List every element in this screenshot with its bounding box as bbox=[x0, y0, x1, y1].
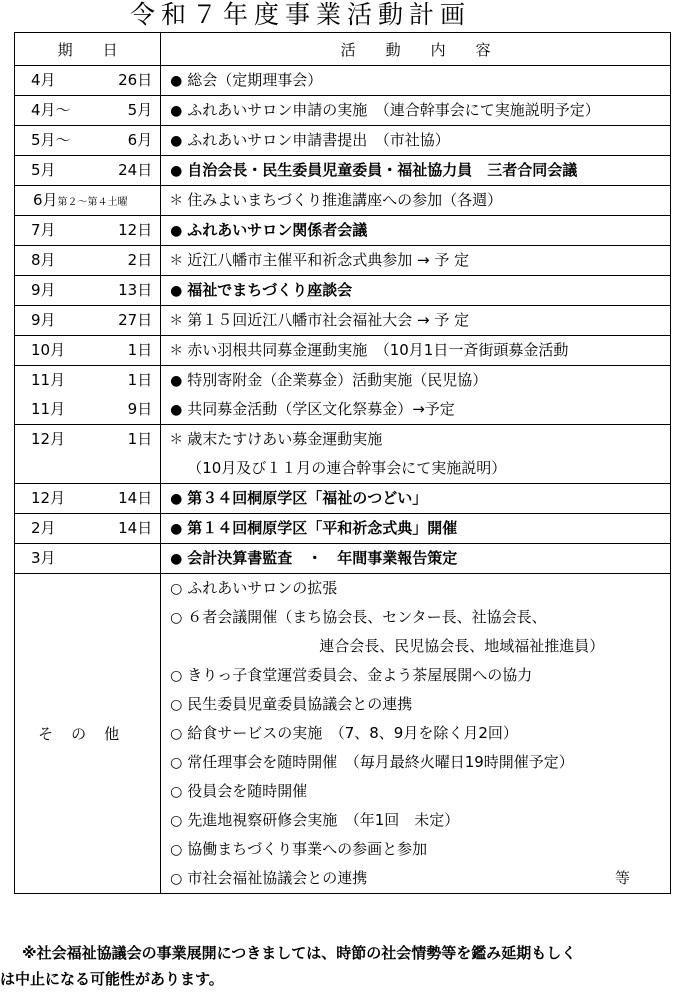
date-line bbox=[15, 216, 160, 245]
date-day: 14日 bbox=[118, 489, 153, 507]
activity-line bbox=[161, 366, 670, 395]
filled-circle-bullet-icon: ● bbox=[170, 73, 183, 89]
table-row bbox=[15, 186, 671, 216]
activity-cell bbox=[161, 126, 671, 156]
activity-line bbox=[161, 336, 670, 365]
footnote-line-1: ※社会福祉協議会の事業展開につきましては、時節の社会情勢等を鑑み延期もしく bbox=[22, 944, 577, 962]
table-row bbox=[15, 156, 671, 186]
other-item bbox=[161, 661, 670, 690]
footnote-line-2: は中止になる可能性があります。 bbox=[0, 970, 224, 988]
circle-bullet-icon: ○ bbox=[170, 697, 183, 713]
date-cell bbox=[15, 425, 161, 484]
other-item bbox=[161, 835, 670, 864]
table-row bbox=[15, 126, 671, 156]
date-cell bbox=[15, 484, 161, 514]
date-line bbox=[15, 336, 160, 365]
circle-bullet-icon: ○ bbox=[170, 813, 183, 829]
date-month: 7月 bbox=[31, 221, 56, 239]
asterisk-bullet-icon: ＊ bbox=[169, 343, 184, 359]
date-day: 1日 bbox=[127, 341, 153, 359]
asterisk-bullet-icon: ＊ bbox=[169, 253, 184, 269]
table-row bbox=[15, 96, 671, 126]
activity-cell bbox=[161, 484, 671, 514]
other-item bbox=[161, 632, 670, 661]
date-day: 5月 bbox=[127, 101, 153, 119]
other-label: その他 bbox=[15, 574, 161, 894]
activity-cell bbox=[161, 336, 671, 366]
date-day: 1日 bbox=[127, 371, 153, 389]
activity-text: 会計決算書監査 ・ 年間事業報告策定 bbox=[187, 549, 458, 567]
filled-circle-bullet-icon: ● bbox=[170, 373, 183, 389]
activity-text: 常任理事会を随時開催 （毎月最終火曜日19時開催予定） bbox=[187, 753, 574, 771]
filled-circle-bullet-icon: ● bbox=[170, 163, 183, 179]
date-day: 26日 bbox=[118, 71, 153, 89]
activity-text: 総会（定期理事会） bbox=[187, 71, 323, 89]
filled-circle-bullet-icon: ● bbox=[170, 491, 183, 507]
filled-circle-bullet-icon: ● bbox=[170, 283, 183, 299]
date-day: 12日 bbox=[118, 221, 153, 239]
date-line bbox=[15, 544, 160, 573]
activity-text: 自治会長・民生委員児童委員・福祉協力員 三者合同会議 bbox=[187, 161, 578, 179]
activity-cell bbox=[161, 425, 671, 484]
activity-line bbox=[161, 544, 670, 573]
date-day: 2日 bbox=[127, 251, 153, 269]
activity-text: ６者会議開催（まち協会長、センター長、社協会長、 bbox=[187, 608, 547, 626]
filled-circle-bullet-icon: ● bbox=[170, 223, 183, 239]
date-cell bbox=[15, 216, 161, 246]
activity-text: 第３４回桐原学区「福祉のつどい」 bbox=[187, 489, 428, 507]
activity-cell bbox=[161, 306, 671, 336]
date-day: 24日 bbox=[118, 161, 153, 179]
table-row bbox=[15, 336, 671, 366]
date-month: 9月 bbox=[31, 281, 56, 299]
date-cell bbox=[15, 246, 161, 276]
activity-line bbox=[161, 66, 670, 95]
activity-text: 連合会長、民児協会長、地域福祉推進員） bbox=[319, 637, 605, 655]
table-row bbox=[15, 514, 671, 544]
date-cell bbox=[15, 66, 161, 96]
date-cell bbox=[15, 186, 161, 216]
date-month: 8月 bbox=[31, 251, 56, 269]
activity-cell bbox=[161, 216, 671, 246]
table-row bbox=[15, 306, 671, 336]
activity-text: 民生委員児童委員協議会との連携 bbox=[187, 695, 413, 713]
activity-cell bbox=[161, 246, 671, 276]
date-month: 11月 bbox=[31, 371, 66, 389]
date-line bbox=[15, 514, 160, 543]
date-line bbox=[15, 246, 160, 275]
activity-text: ふれあいサロン申請書提出 （市社協） bbox=[187, 131, 450, 149]
table-row bbox=[15, 276, 671, 306]
activity-text: 近江八幡市主催平和祈念式典参加 → 予 定 bbox=[187, 251, 470, 269]
activity-text: 役員会を随時開催 bbox=[187, 782, 308, 800]
date-month: 11月 bbox=[31, 400, 66, 418]
other-item bbox=[161, 603, 670, 632]
table-row-other bbox=[15, 574, 671, 894]
date-month: 9月 bbox=[31, 311, 56, 329]
activity-line bbox=[161, 425, 670, 454]
date-day: 9日 bbox=[127, 400, 153, 418]
date-month: 2月 bbox=[31, 519, 56, 537]
header-activity: 活 動 内 容 bbox=[161, 33, 671, 66]
date-month: 4月〜 bbox=[31, 101, 71, 119]
other-item bbox=[161, 719, 670, 748]
page-title: 令和７年度事業活動計画 bbox=[130, 0, 472, 29]
date-line bbox=[15, 66, 160, 95]
date-line bbox=[15, 96, 160, 125]
date-day: 27日 bbox=[118, 311, 153, 329]
table-row bbox=[15, 366, 671, 425]
header-date: 期 日 bbox=[15, 33, 161, 66]
date-cell bbox=[15, 306, 161, 336]
date-line bbox=[15, 395, 160, 424]
date-cell bbox=[15, 96, 161, 126]
other-item bbox=[161, 864, 670, 893]
activity-cell bbox=[161, 514, 671, 544]
date-line bbox=[15, 276, 160, 305]
other-activity-cell bbox=[161, 574, 671, 894]
activity-line bbox=[161, 216, 670, 245]
filled-circle-bullet-icon: ● bbox=[170, 521, 183, 537]
footnote bbox=[0, 940, 686, 992]
activity-line bbox=[161, 276, 670, 305]
date-line bbox=[15, 126, 160, 155]
activity-line bbox=[161, 395, 670, 424]
table-row bbox=[15, 544, 671, 574]
other-item bbox=[161, 690, 670, 719]
activity-text: 協働まちづくり事業への参画と参加 bbox=[187, 840, 428, 858]
date-line bbox=[15, 484, 160, 513]
date-month: 4月 bbox=[31, 71, 56, 89]
activity-text: 第１４回桐原学区「平和祈念式典」開催 bbox=[187, 519, 458, 537]
circle-bullet-icon: ○ bbox=[170, 871, 183, 887]
activity-plan-table bbox=[14, 32, 671, 894]
activity-cell bbox=[161, 186, 671, 216]
circle-bullet-icon: ○ bbox=[170, 668, 183, 684]
filled-circle-bullet-icon: ● bbox=[170, 402, 183, 418]
date-month: 12月 bbox=[31, 430, 66, 448]
date-month: 5月〜 bbox=[31, 131, 71, 149]
date-month bbox=[33, 186, 128, 216]
date-cell bbox=[15, 156, 161, 186]
activity-line bbox=[161, 156, 670, 185]
activity-cell bbox=[161, 544, 671, 574]
date-day: 14日 bbox=[118, 519, 153, 537]
activity-text: 第１５回近江八幡市社会福祉大会 → 予 定 bbox=[187, 311, 470, 329]
table-row bbox=[15, 246, 671, 276]
other-item bbox=[161, 806, 670, 835]
activity-text: 特別寄附金（企業募金）活動実施（民児協） bbox=[187, 371, 488, 389]
other-item bbox=[161, 777, 670, 806]
filled-circle-bullet-icon: ● bbox=[170, 103, 183, 119]
asterisk-bullet-icon: ＊ bbox=[169, 432, 184, 448]
activity-text: 市社会福祉協議会との連携 bbox=[187, 869, 368, 887]
activity-text: （10月及び１１月の連合幹事会にて実施説明） bbox=[187, 459, 507, 477]
date-line bbox=[15, 306, 160, 335]
other-item bbox=[161, 574, 670, 603]
circle-bullet-icon: ○ bbox=[170, 842, 183, 858]
circle-bullet-icon: ○ bbox=[170, 610, 183, 626]
date-cell bbox=[15, 336, 161, 366]
date-month: 10月 bbox=[31, 341, 66, 359]
circle-bullet-icon: ○ bbox=[170, 784, 183, 800]
date-cell bbox=[15, 366, 161, 425]
activity-text: ふれあいサロン申請の実施 （連合幹事会にて実施説明予定） bbox=[187, 101, 600, 119]
activity-line bbox=[161, 454, 670, 483]
table-row bbox=[15, 425, 671, 484]
asterisk-bullet-icon: ＊ bbox=[169, 193, 184, 209]
date-day: 1日 bbox=[127, 430, 153, 448]
filled-circle-bullet-icon: ● bbox=[170, 133, 183, 149]
date-month: 12月 bbox=[31, 489, 66, 507]
activity-line bbox=[161, 126, 670, 155]
table-row bbox=[15, 216, 671, 246]
date-cell bbox=[15, 514, 161, 544]
activity-cell bbox=[161, 156, 671, 186]
table-row bbox=[15, 484, 671, 514]
date-month: 5月 bbox=[31, 161, 56, 179]
activity-cell bbox=[161, 66, 671, 96]
activity-cell bbox=[161, 96, 671, 126]
date-day: 6月 bbox=[127, 131, 153, 149]
date-line bbox=[15, 366, 160, 395]
date-day: 13日 bbox=[118, 281, 153, 299]
activity-line bbox=[161, 96, 670, 125]
activity-text: きりっ子食堂運営委員会、金よう茶屋展開への協力 bbox=[187, 666, 533, 684]
activity-line bbox=[161, 484, 670, 513]
date-line bbox=[15, 156, 160, 185]
table-row bbox=[15, 66, 671, 96]
activity-line bbox=[161, 306, 670, 335]
activity-text: ふれあいサロン関係者会議 bbox=[187, 221, 368, 239]
activity-cell bbox=[161, 366, 671, 425]
activity-text: 赤い羽根共同募金運動実施 （10月1日一斉街頭募金活動 bbox=[187, 341, 569, 359]
circle-bullet-icon: ○ bbox=[170, 581, 183, 597]
activity-text: 給食サービスの実施 （7、8、9月を除く月2回） bbox=[187, 724, 518, 742]
activity-line bbox=[161, 186, 670, 215]
activity-text: 住みよいまちづくり推進講座への参加（各週） bbox=[187, 191, 503, 209]
date-month-text: 6月 bbox=[33, 191, 58, 209]
date-cell bbox=[15, 126, 161, 156]
etc-suffix: 等 bbox=[614, 869, 630, 887]
circle-bullet-icon: ○ bbox=[170, 726, 183, 742]
circle-bullet-icon: ○ bbox=[170, 755, 183, 771]
date-cell bbox=[15, 544, 161, 574]
other-item bbox=[161, 748, 670, 777]
date-line bbox=[15, 425, 160, 454]
date-line bbox=[15, 186, 160, 215]
date-cell bbox=[15, 276, 161, 306]
activity-text: 先進地視察研修会実施 （年1回 未定） bbox=[187, 811, 460, 829]
date-month-suffix: 第２〜第４土曜 bbox=[57, 197, 128, 208]
filled-circle-bullet-icon: ● bbox=[170, 551, 183, 567]
activity-text: 歳末たすけあい募金運動実施 bbox=[187, 430, 383, 448]
activity-cell bbox=[161, 276, 671, 306]
activity-line bbox=[161, 514, 670, 543]
date-month: 3月 bbox=[31, 549, 56, 567]
activity-text: 共同募金活動（学区文化祭募金）→予定 bbox=[187, 400, 455, 418]
activity-text: ふれあいサロンの拡張 bbox=[187, 579, 338, 597]
activity-line bbox=[161, 246, 670, 275]
activity-text: 福祉でまちづくり座談会 bbox=[187, 281, 353, 299]
table-header-row bbox=[15, 33, 671, 66]
asterisk-bullet-icon: ＊ bbox=[169, 313, 184, 329]
